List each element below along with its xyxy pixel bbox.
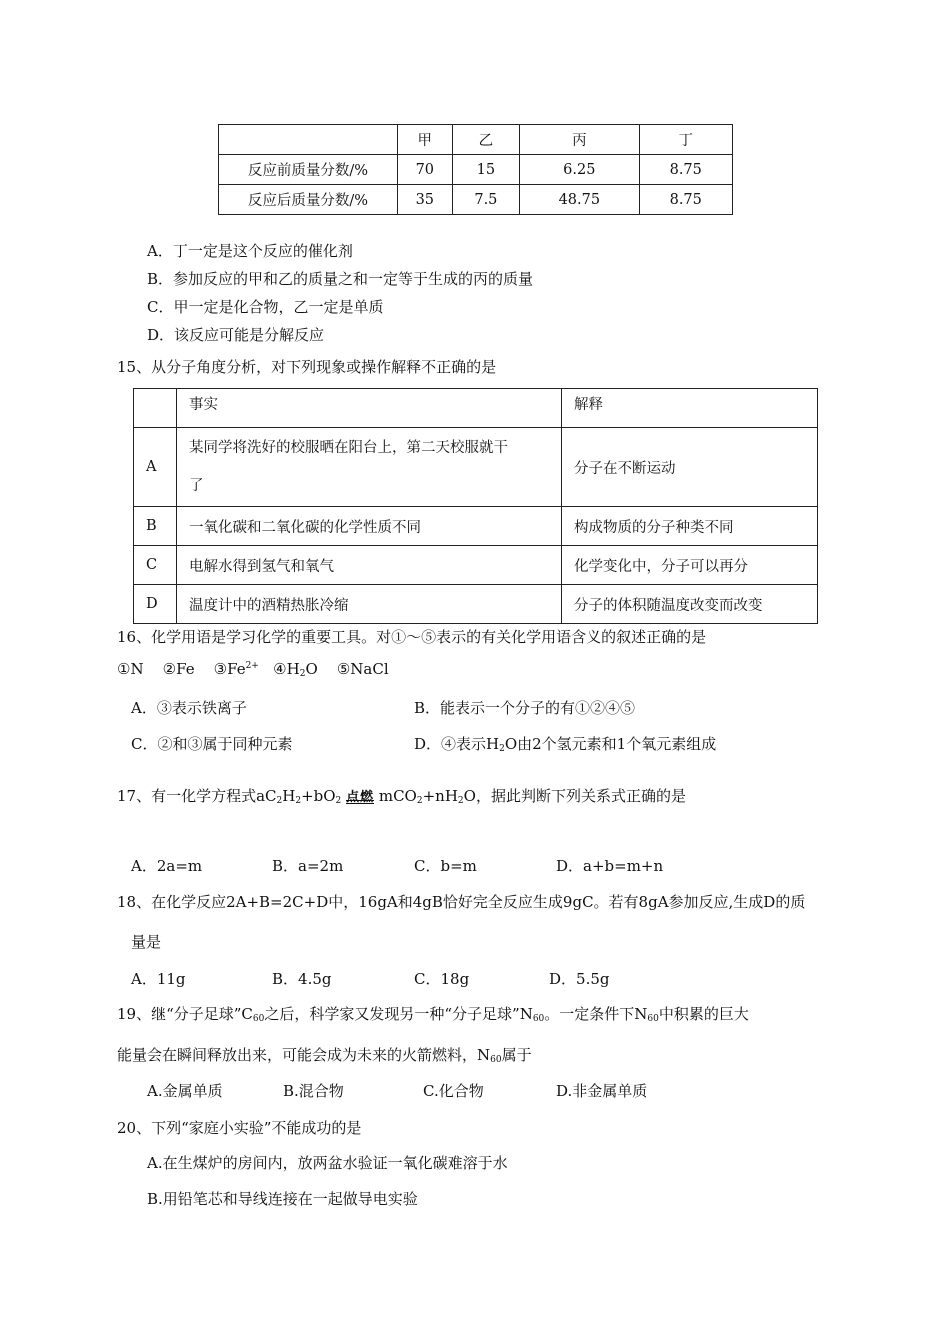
subscript: 2: [457, 796, 464, 806]
q14-option-b: B．参加反应的甲和乙的质量之和一定等于生成的丙的质量: [147, 270, 534, 288]
subscript: 60: [532, 1014, 545, 1024]
q15-stem: 15、从分子角度分析，对下列现象或操作解释不正确的是: [117, 358, 497, 376]
table-header-row: [134, 389, 818, 428]
explain-cell: 构成物质的分子种类不同: [562, 507, 818, 546]
table-row: [219, 185, 733, 215]
q18-option-d: D．5.5g: [549, 970, 610, 988]
text: 。一定条件下N: [544, 1005, 648, 1023]
text: O由2个氢元素和1个氧元素组成: [504, 735, 717, 753]
q16-item: ①N: [117, 660, 144, 678]
q14-option-a: A．丁一定是这个反应的催化剂: [147, 242, 353, 260]
table-cell: 70: [398, 155, 453, 185]
text: +nH: [422, 787, 458, 805]
subscript: 60: [252, 1014, 265, 1024]
subscript: 60: [647, 1014, 659, 1024]
q17-option-a: A．2a=m: [131, 857, 203, 875]
header-cell: [134, 389, 177, 428]
table-row: [134, 546, 818, 585]
subscript: 60: [490, 1055, 502, 1065]
table-cell: 7.5: [452, 185, 520, 215]
explain-cell: 分子在不断运动: [562, 428, 818, 507]
table-row: [134, 585, 818, 624]
table-cell: 48.75: [520, 185, 639, 215]
q16-option-b: B．能表示一个分子的有①②④⑤: [414, 699, 636, 717]
fact-cell: 一氧化碳和二氧化碳的化学性质不同: [177, 507, 562, 546]
q17-stem: [117, 785, 686, 806]
header-cell: 丙: [520, 125, 639, 155]
q19-option-c: C.化合物: [423, 1082, 484, 1100]
symbol: ④H: [273, 660, 300, 678]
q14-option-d: D．该反应可能是分解反应: [147, 326, 325, 344]
fact-line: 了: [189, 478, 204, 494]
q16-option-d: [414, 733, 716, 754]
table-row: [134, 428, 818, 507]
text: 19、继“分子足球”C: [117, 1005, 253, 1023]
header-cell: 事实: [177, 389, 562, 428]
molecule-explanation-table: [133, 388, 818, 624]
q16-option-c: C．②和③属于同种元素: [131, 735, 293, 753]
text: 之后，科学家又发现另一种“分子足球”N: [264, 1005, 533, 1023]
text: 能量会在瞬间释放出来，可能会成为未来的火箭燃料，N: [117, 1046, 491, 1064]
q14-option-c: C．甲一定是化合物，乙一定是单质: [147, 298, 384, 316]
text: H: [282, 787, 296, 805]
subscript: 2: [299, 669, 306, 679]
table-cell: 35: [398, 185, 453, 215]
equals-sign: [346, 800, 374, 804]
q16-item: [214, 660, 259, 678]
table-cell: 6.25: [520, 155, 639, 185]
header-cell: [219, 125, 398, 155]
text: +bO: [301, 787, 336, 805]
text: D．④表示H: [414, 735, 500, 753]
q16-option-a: A．③表示铁离子: [131, 699, 247, 717]
subscript: 2: [276, 796, 283, 806]
q19-stem-line2: [117, 1044, 532, 1065]
table-cell: 8.75: [639, 185, 733, 215]
row-label: C: [134, 546, 177, 585]
text: O，据此判断下列关系式正确的是: [463, 787, 686, 805]
table-cell: 8.75: [639, 155, 733, 185]
header-cell: 丁: [639, 125, 733, 155]
subscript: 2: [499, 744, 505, 754]
q20-stem: 20、下列“家庭小实验”不能成功的是: [117, 1119, 362, 1137]
text: 17、有一化学方程式aC: [117, 787, 277, 805]
text: 中积累的巨大: [658, 1005, 749, 1023]
subscript: 2: [416, 796, 423, 806]
explain-cell: 分子的体积随温度改变而改变: [562, 585, 818, 624]
header-cell: 乙: [452, 125, 520, 155]
subscript: 2: [295, 796, 302, 806]
table-cell: 15: [452, 155, 520, 185]
q17-option-b: B．a=2m: [272, 857, 344, 875]
condition-text: 点燃: [346, 790, 375, 805]
q16-item: [273, 660, 318, 678]
table-header-row: [219, 125, 733, 155]
fact-cell: [177, 428, 562, 507]
fact-cell: 电解水得到氢气和氧气: [177, 546, 562, 585]
reaction-condition: [346, 786, 374, 805]
q20-option-b: B.用铅笔芯和导线连接在一起做导电实验: [147, 1190, 418, 1208]
q18-option-a: A．11g: [131, 970, 186, 988]
q18-stem-line2: 量是: [131, 933, 162, 951]
q19-option-a: A.金属单质: [147, 1082, 223, 1100]
q18-stem-line1: 18、在化学反应2A+B=2C+D中，16gA和4gB恰好完全反应生成9gC。若有8gA参加反应,生成D的质: [117, 893, 806, 911]
q17-option-d: D．a+b=m+n: [556, 857, 664, 875]
q18-option-b: B．4.5g: [272, 970, 332, 988]
q19-stem-line1: [117, 1003, 749, 1024]
symbol: O: [305, 660, 318, 678]
fact-cell: 温度计中的酒精热胀冷缩: [177, 585, 562, 624]
q16-item: ⑤NaCl: [336, 660, 389, 678]
row-label: 反应后质量分数/%: [219, 185, 398, 215]
mass-fraction-table: [218, 124, 733, 215]
q19-option-d: D.非金属单质: [556, 1082, 648, 1100]
row-label: B: [134, 507, 177, 546]
subscript: 2: [335, 796, 342, 806]
q16-item: ②Fe: [162, 660, 195, 678]
q19-option-b: B.混合物: [283, 1082, 344, 1100]
header-cell: 解释: [562, 389, 818, 428]
text: mCO: [378, 787, 417, 805]
charge: 2+: [245, 661, 259, 671]
row-label: D: [134, 585, 177, 624]
q20-option-a: A.在生煤炉的房间内，放两盆水验证一氧化碳难溶于水: [147, 1154, 508, 1172]
fact-line: 某同学将洗好的校服晒在阳台上，第二天校服就干: [189, 440, 508, 456]
q17-option-c: C．b=m: [414, 857, 477, 875]
text: 属于: [501, 1046, 532, 1064]
q16-items: [117, 660, 389, 679]
q16-stem: 16、化学用语是学习化学的重要工具。对①～⑤表示的有关化学用语含义的叙述正确的是: [117, 628, 707, 646]
explain-cell: 化学变化中，分子可以再分: [562, 546, 818, 585]
header-cell: 甲: [398, 125, 453, 155]
row-label: 反应前质量分数/%: [219, 155, 398, 185]
table-row: [219, 155, 733, 185]
symbol: ③Fe: [213, 660, 246, 678]
table-row: [134, 507, 818, 546]
row-label: A: [134, 428, 177, 507]
q18-option-c: C．18g: [414, 970, 470, 988]
